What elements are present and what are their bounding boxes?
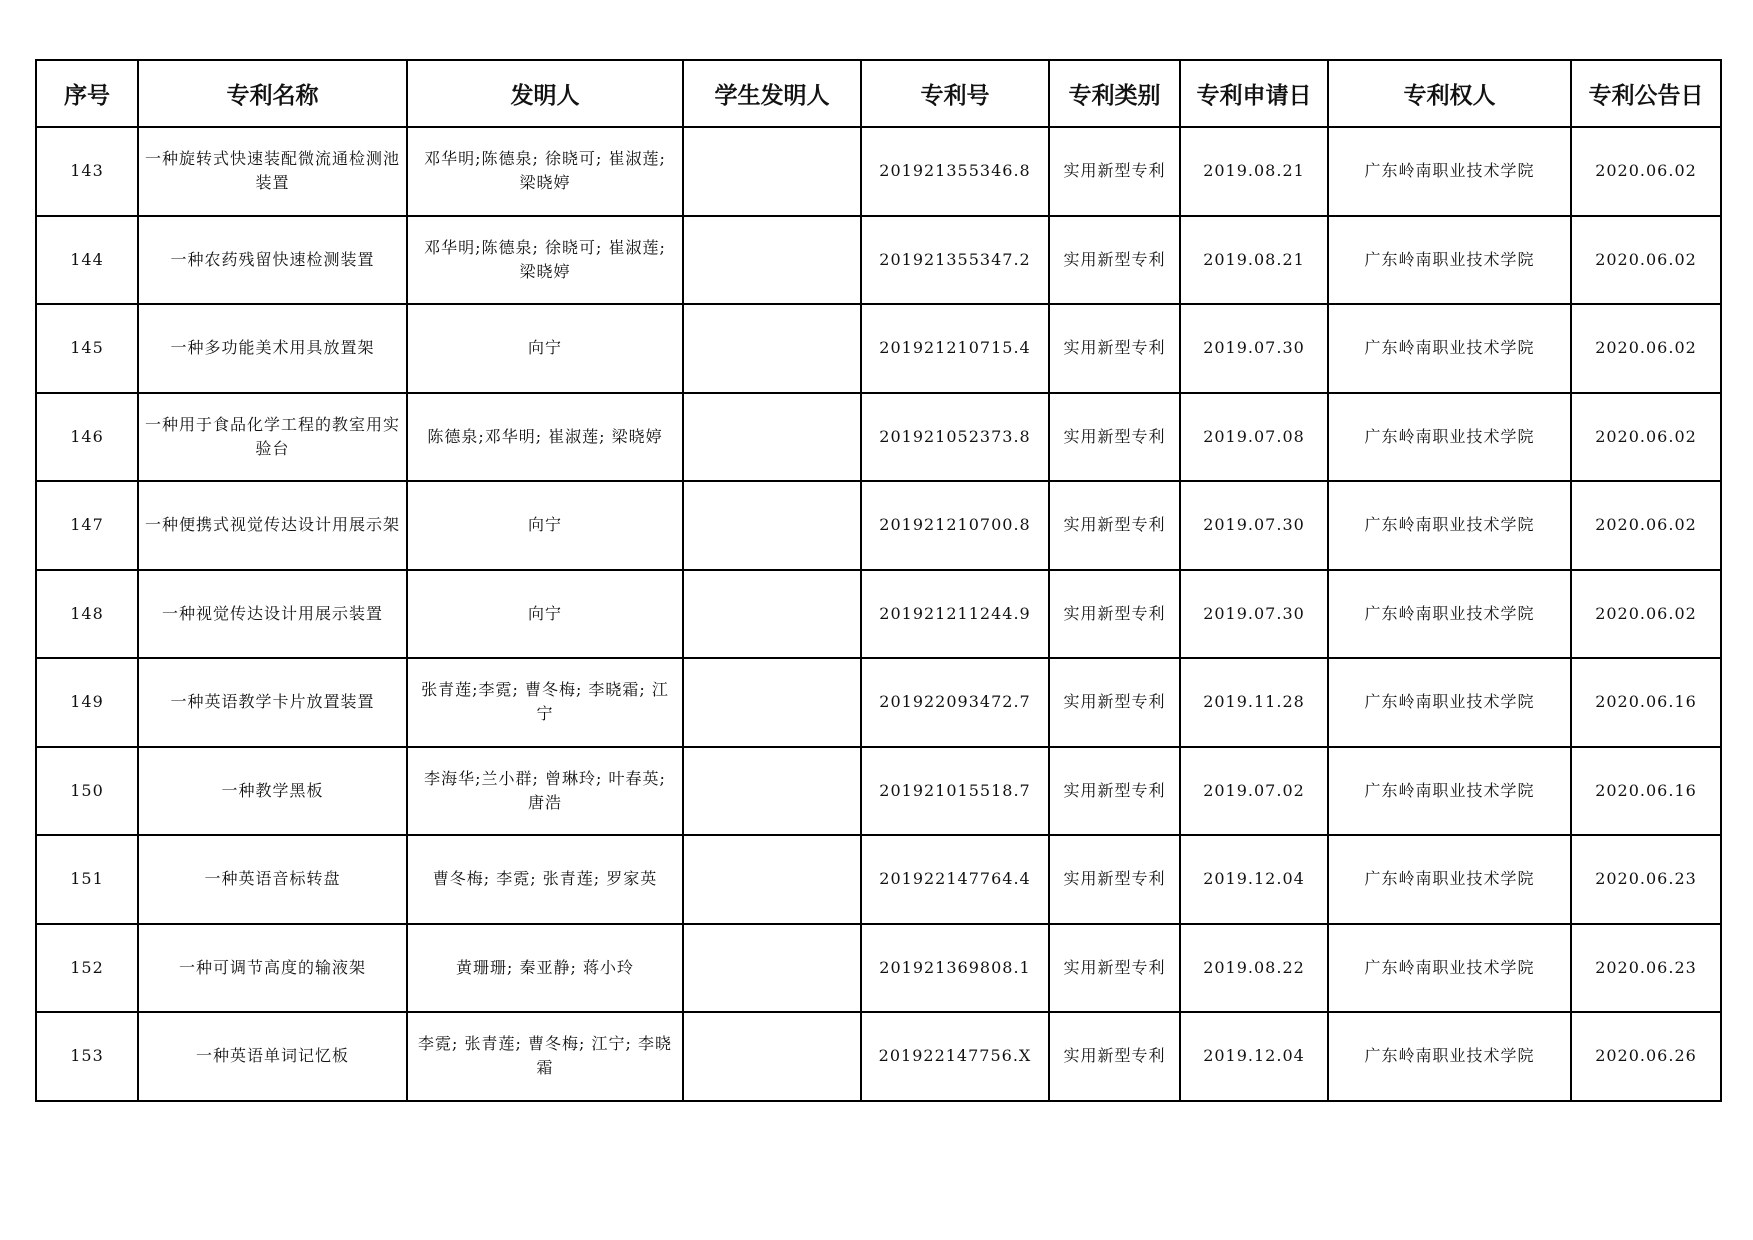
cell-seq: 153 (36, 1012, 138, 1101)
cell-student (683, 393, 861, 482)
cell-inventor: 向宁 (407, 570, 683, 659)
cell-student (683, 747, 861, 836)
cell-pub-date: 2020.06.23 (1571, 924, 1721, 1013)
cell-inventor: 黄珊珊; 秦亚静; 蒋小玲 (407, 924, 683, 1013)
cell-holder: 广东岭南职业技术学院 (1328, 216, 1571, 305)
cell-seq: 143 (36, 127, 138, 216)
cell-number: 201921369808.1 (861, 924, 1049, 1013)
cell-holder: 广东岭南职业技术学院 (1328, 393, 1571, 482)
table-row (36, 216, 1721, 305)
cell-pub-date: 2020.06.16 (1571, 658, 1721, 747)
cell-name: 一种英语音标转盘 (138, 835, 407, 924)
cell-number: 201922147756.X (861, 1012, 1049, 1101)
cell-apply-date: 2019.07.30 (1180, 481, 1328, 570)
cell-holder: 广东岭南职业技术学院 (1328, 835, 1571, 924)
table-row (36, 481, 1721, 570)
cell-apply-date: 2019.08.22 (1180, 924, 1328, 1013)
cell-name: 一种视觉传达设计用展示装置 (138, 570, 407, 659)
table-row (36, 747, 1721, 836)
cell-pub-date: 2020.06.02 (1571, 481, 1721, 570)
patent-table (35, 59, 1722, 1102)
cell-number: 201921211244.9 (861, 570, 1049, 659)
cell-pub-date: 2020.06.02 (1571, 304, 1721, 393)
table-row (36, 127, 1721, 216)
cell-pub-date: 2020.06.02 (1571, 127, 1721, 216)
cell-number: 201922147764.4 (861, 835, 1049, 924)
cell-inventor: 邓华明;陈德泉; 徐晓可; 崔淑莲; 梁晓婷 (407, 216, 683, 305)
table-row (36, 835, 1721, 924)
header-seq: 序号 (36, 60, 138, 127)
cell-inventor: 向宁 (407, 304, 683, 393)
cell-pub-date: 2020.06.02 (1571, 216, 1721, 305)
cell-type: 实用新型专利 (1049, 481, 1180, 570)
cell-name: 一种多功能美术用具放置架 (138, 304, 407, 393)
cell-type: 实用新型专利 (1049, 216, 1180, 305)
header-pub-date: 专利公告日 (1571, 60, 1721, 127)
cell-apply-date: 2019.08.21 (1180, 216, 1328, 305)
cell-apply-date: 2019.07.30 (1180, 570, 1328, 659)
cell-apply-date: 2019.12.04 (1180, 835, 1328, 924)
cell-type: 实用新型专利 (1049, 1012, 1180, 1101)
cell-apply-date: 2019.07.08 (1180, 393, 1328, 482)
cell-seq: 152 (36, 924, 138, 1013)
cell-student (683, 216, 861, 305)
cell-name: 一种便携式视觉传达设计用展示架 (138, 481, 407, 570)
cell-number: 201921210700.8 (861, 481, 1049, 570)
cell-name: 一种教学黑板 (138, 747, 407, 836)
cell-student (683, 127, 861, 216)
cell-type: 实用新型专利 (1049, 393, 1180, 482)
header-student: 学生发明人 (683, 60, 861, 127)
cell-holder: 广东岭南职业技术学院 (1328, 924, 1571, 1013)
cell-inventor: 李霓; 张青莲; 曹冬梅; 江宁; 李晓霜 (407, 1012, 683, 1101)
cell-apply-date: 2019.07.02 (1180, 747, 1328, 836)
cell-inventor: 曹冬梅; 李霓; 张青莲; 罗家英 (407, 835, 683, 924)
cell-name: 一种农药残留快速检测装置 (138, 216, 407, 305)
cell-holder: 广东岭南职业技术学院 (1328, 658, 1571, 747)
cell-pub-date: 2020.06.16 (1571, 747, 1721, 836)
cell-type: 实用新型专利 (1049, 570, 1180, 659)
header-number: 专利号 (861, 60, 1049, 127)
header-row (36, 60, 1721, 127)
cell-name: 一种用于食品化学工程的教室用实验台 (138, 393, 407, 482)
cell-student (683, 924, 861, 1013)
cell-number: 201921210715.4 (861, 304, 1049, 393)
cell-seq: 146 (36, 393, 138, 482)
cell-student (683, 1012, 861, 1101)
cell-seq: 149 (36, 658, 138, 747)
cell-name: 一种英语单词记忆板 (138, 1012, 407, 1101)
cell-apply-date: 2019.07.30 (1180, 304, 1328, 393)
cell-pub-date: 2020.06.26 (1571, 1012, 1721, 1101)
cell-holder: 广东岭南职业技术学院 (1328, 1012, 1571, 1101)
header-type: 专利类别 (1049, 60, 1180, 127)
cell-inventor: 张青莲;李霓; 曹冬梅; 李晓霜; 江宁 (407, 658, 683, 747)
cell-seq: 147 (36, 481, 138, 570)
cell-apply-date: 2019.11.28 (1180, 658, 1328, 747)
cell-type: 实用新型专利 (1049, 304, 1180, 393)
cell-number: 201922093472.7 (861, 658, 1049, 747)
cell-pub-date: 2020.06.02 (1571, 393, 1721, 482)
cell-name: 一种可调节高度的输液架 (138, 924, 407, 1013)
cell-type: 实用新型专利 (1049, 835, 1180, 924)
cell-seq: 148 (36, 570, 138, 659)
cell-name: 一种英语教学卡片放置装置 (138, 658, 407, 747)
cell-type: 实用新型专利 (1049, 747, 1180, 836)
cell-seq: 151 (36, 835, 138, 924)
cell-inventor: 向宁 (407, 481, 683, 570)
cell-student (683, 304, 861, 393)
cell-holder: 广东岭南职业技术学院 (1328, 127, 1571, 216)
cell-holder: 广东岭南职业技术学院 (1328, 747, 1571, 836)
table-row (36, 304, 1721, 393)
table-row (36, 658, 1721, 747)
header-holder: 专利权人 (1328, 60, 1571, 127)
header-inventor: 发明人 (407, 60, 683, 127)
cell-apply-date: 2019.08.21 (1180, 127, 1328, 216)
header-apply-date: 专利申请日 (1180, 60, 1328, 127)
cell-holder: 广东岭南职业技术学院 (1328, 481, 1571, 570)
cell-apply-date: 2019.12.04 (1180, 1012, 1328, 1101)
cell-type: 实用新型专利 (1049, 127, 1180, 216)
cell-seq: 144 (36, 216, 138, 305)
cell-type: 实用新型专利 (1049, 658, 1180, 747)
table-row (36, 570, 1721, 659)
cell-inventor: 李海华;兰小群; 曾琳玲; 叶春英; 唐浩 (407, 747, 683, 836)
cell-number: 201921355346.8 (861, 127, 1049, 216)
cell-inventor: 邓华明;陈德泉; 徐晓可; 崔淑莲; 梁晓婷 (407, 127, 683, 216)
cell-holder: 广东岭南职业技术学院 (1328, 570, 1571, 659)
table-row (36, 924, 1721, 1013)
cell-holder: 广东岭南职业技术学院 (1328, 304, 1571, 393)
cell-name: 一种旋转式快速装配微流通检测池装置 (138, 127, 407, 216)
cell-student (683, 835, 861, 924)
cell-pub-date: 2020.06.02 (1571, 570, 1721, 659)
cell-student (683, 481, 861, 570)
cell-number: 201921052373.8 (861, 393, 1049, 482)
cell-number: 201921355347.2 (861, 216, 1049, 305)
cell-number: 201921015518.7 (861, 747, 1049, 836)
cell-seq: 150 (36, 747, 138, 836)
cell-seq: 145 (36, 304, 138, 393)
cell-student (683, 570, 861, 659)
cell-inventor: 陈德泉;邓华明; 崔淑莲; 梁晓婷 (407, 393, 683, 482)
header-name: 专利名称 (138, 60, 407, 127)
cell-student (683, 658, 861, 747)
table-row (36, 393, 1721, 482)
table-row (36, 1012, 1721, 1101)
cell-pub-date: 2020.06.23 (1571, 835, 1721, 924)
cell-type: 实用新型专利 (1049, 924, 1180, 1013)
